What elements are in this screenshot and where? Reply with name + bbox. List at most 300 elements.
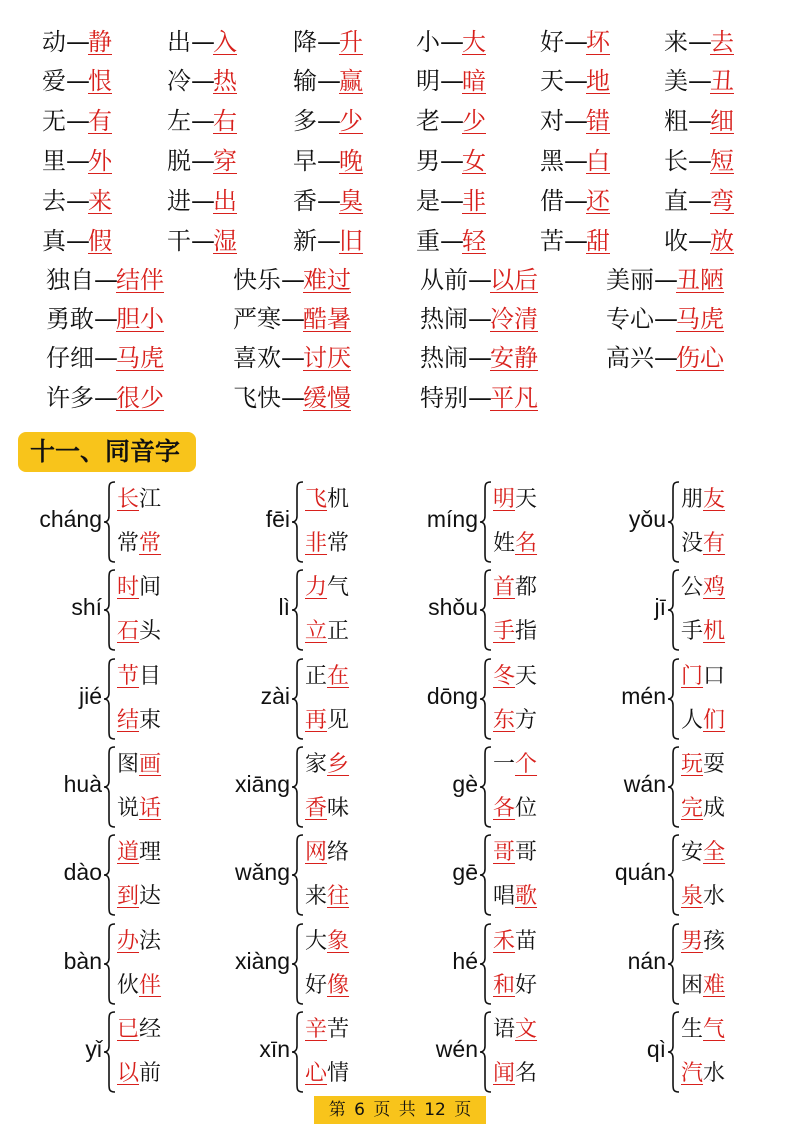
antonym-phrase-pair: [233, 340, 351, 376]
dash: —: [191, 187, 213, 215]
homophone-char: 唱: [493, 884, 516, 909]
antonym-word: 明: [416, 67, 440, 95]
pinyin-label: qì: [646, 1036, 666, 1062]
dash: —: [191, 107, 213, 135]
homophone-word-bottom: [305, 794, 349, 824]
homophone-group: [2, 480, 182, 564]
homophone-answer: 长: [117, 487, 140, 512]
homophone-answer: 气: [703, 1017, 726, 1042]
dash: —: [440, 227, 462, 255]
homophone-group: [2, 922, 182, 1006]
antonym-pair: [416, 63, 486, 99]
antonym-phrase-answer: 平凡: [490, 384, 538, 412]
pinyin-label: míng: [426, 506, 478, 532]
homophone-word-bottom: [681, 971, 725, 1001]
antonym-answer: 外: [88, 147, 112, 175]
homophone-word-bottom: [681, 706, 725, 736]
antonym-answer: 少: [462, 107, 486, 135]
homophone-char: 口: [703, 664, 726, 689]
dash: —: [317, 67, 339, 95]
antonym-answer: 湿: [213, 227, 237, 255]
antonym-answer: 女: [462, 147, 486, 175]
antonym-pair: [167, 223, 237, 259]
page-number-footer: 第 6 页 共 12 页: [314, 1096, 486, 1124]
homophone-group: [2, 833, 182, 917]
curly-brace-icon: [103, 745, 117, 829]
homophone-char: 指: [515, 619, 538, 644]
antonym-phrase-answer: 很少: [116, 384, 164, 412]
dash: —: [654, 344, 676, 372]
homophone-char: 耍: [703, 752, 726, 777]
antonym-phrase-word: 快乐: [233, 266, 281, 294]
homophone-word-top: [493, 1015, 537, 1045]
homophone-answer: 已: [117, 1017, 140, 1042]
curly-brace-icon: [103, 922, 117, 1006]
antonym-word: 早: [293, 147, 317, 175]
homophone-group: [566, 745, 746, 829]
curly-brace-icon: [103, 657, 117, 741]
antonym-pair: [293, 63, 363, 99]
homophone-word-bottom: [493, 1059, 537, 1089]
antonym-word: 男: [416, 147, 440, 175]
homophone-char: 法: [139, 929, 162, 954]
homophone-word-bottom: [305, 617, 349, 647]
homophone-char: 手: [681, 619, 704, 644]
antonym-phrase-pair: [46, 340, 164, 376]
homophone-char: 间: [139, 575, 162, 600]
curly-brace-icon: [479, 657, 493, 741]
antonym-phrase-pair: [606, 340, 724, 376]
homophone-char: 正: [305, 664, 328, 689]
antonym-pair: [167, 103, 237, 139]
antonym-pair: [167, 24, 237, 60]
homophone-word-top: [681, 485, 725, 515]
homophone-char: 水: [703, 884, 726, 909]
homophone-word-top: [493, 485, 537, 515]
homophone-group: [190, 1010, 370, 1094]
dash: —: [654, 266, 676, 294]
homophone-answer: 玩: [681, 752, 704, 777]
homophone-word-top: [305, 750, 349, 780]
homophone-word-bottom: [305, 529, 349, 559]
homophone-answer: 以: [117, 1061, 140, 1086]
dash: —: [66, 107, 88, 135]
antonym-answer: 恨: [88, 67, 112, 95]
dash: —: [440, 187, 462, 215]
homophone-answer: 冬: [493, 664, 516, 689]
pinyin-label: cháng: [39, 506, 102, 532]
homophone-word-bottom: [117, 971, 161, 1001]
antonym-answer: 穿: [213, 147, 237, 175]
homophone-word-top: [681, 838, 725, 868]
antonym-answer: 来: [88, 187, 112, 215]
dash: —: [281, 266, 303, 294]
antonym-phrase-answer: 丑陋: [676, 266, 724, 294]
homophone-word-top: [117, 838, 161, 868]
curly-brace-icon: [479, 480, 493, 564]
antonym-phrase-answer: 冷清: [490, 305, 538, 333]
homophone-answer: 完: [681, 796, 704, 821]
dash: —: [654, 305, 676, 333]
dash: —: [317, 107, 339, 135]
dash: —: [468, 384, 490, 412]
homophone-answer: 到: [117, 884, 140, 909]
dash: —: [564, 67, 586, 95]
homophone-answer: 时: [117, 575, 140, 600]
homophone-char: 苦: [327, 1017, 350, 1042]
antonym-word: 苦: [540, 227, 564, 255]
homophone-char: 常: [117, 531, 140, 556]
antonym-phrase-word: 独自: [46, 266, 94, 294]
dash: —: [564, 107, 586, 135]
homophone-answer: 和: [493, 973, 516, 998]
antonym-pair: [293, 24, 363, 60]
dash: —: [66, 187, 88, 215]
homophone-word-bottom: [117, 794, 161, 824]
homophone-char: 姓: [493, 531, 516, 556]
homophone-answer: 心: [305, 1061, 328, 1086]
homophone-answer: 网: [305, 840, 328, 865]
antonym-word: 无: [42, 107, 66, 135]
antonym-pair: [664, 63, 734, 99]
antonym-pair: [42, 103, 112, 139]
antonym-phrase-pair: [420, 380, 538, 416]
curly-brace-icon: [667, 568, 681, 652]
homophone-word-top: [305, 662, 349, 692]
antonym-word: 干: [167, 227, 191, 255]
homophone-word-bottom: [493, 617, 537, 647]
antonym-pair: [416, 223, 486, 259]
dash: —: [468, 305, 490, 333]
antonym-pair: [42, 183, 112, 219]
homophone-char: 前: [139, 1061, 162, 1086]
antonym-pair: [416, 103, 486, 139]
homophone-word-top: [681, 750, 725, 780]
antonym-phrase-pair: [420, 262, 538, 298]
dash: —: [564, 147, 586, 175]
antonym-phrase-answer: 以后: [490, 266, 538, 294]
homophone-char: 来: [305, 884, 328, 909]
homophone-answer: 男: [681, 929, 704, 954]
antonym-pair: [664, 103, 734, 139]
pinyin-label: wén: [435, 1036, 478, 1062]
antonym-answer: 错: [586, 107, 610, 135]
curly-brace-icon: [103, 833, 117, 917]
homophone-answer: 有: [703, 531, 726, 556]
antonym-phrase-word: 勇敢: [46, 305, 94, 333]
antonym-answer: 白: [586, 147, 610, 175]
antonym-word: 来: [664, 28, 688, 56]
homophone-answer: 文: [515, 1017, 538, 1042]
antonym-phrase-answer: 结伴: [116, 266, 164, 294]
curly-brace-icon: [291, 833, 305, 917]
curly-brace-icon: [667, 1010, 681, 1094]
antonym-phrase-pair: [606, 262, 724, 298]
homophone-group: [378, 657, 558, 741]
homophone-word-bottom: [681, 882, 725, 912]
homophone-answer: 常: [139, 531, 162, 556]
homophone-char: 家: [305, 752, 328, 777]
homophone-word-bottom: [493, 882, 537, 912]
homophone-word-bottom: [305, 1059, 349, 1089]
antonym-phrase-word: 热闹: [420, 305, 468, 333]
antonym-word: 降: [293, 28, 317, 56]
antonym-answer: 有: [88, 107, 112, 135]
pinyin-label: shǒu: [428, 594, 478, 620]
homophone-group: [566, 1010, 746, 1094]
dash: —: [688, 107, 710, 135]
antonym-answer: 甜: [586, 227, 610, 255]
homophone-word-top: [117, 750, 161, 780]
antonym-pair: [167, 63, 237, 99]
pinyin-label: quán: [614, 859, 666, 885]
homophone-group: [190, 657, 370, 741]
curly-brace-icon: [667, 480, 681, 564]
antonym-word: 重: [416, 227, 440, 255]
homophone-answer: 哥: [493, 840, 516, 865]
homophone-char: 大: [305, 929, 328, 954]
homophone-answer: 明: [493, 487, 516, 512]
antonym-word: 去: [42, 187, 66, 215]
homophone-char: 常: [327, 531, 350, 556]
antonym-pair: [416, 24, 486, 60]
homophone-group: [378, 745, 558, 829]
antonym-pair: [293, 103, 363, 139]
homophone-answer: 辛: [305, 1017, 328, 1042]
antonym-word: 小: [416, 28, 440, 56]
curly-brace-icon: [479, 833, 493, 917]
homophone-answer: 各: [493, 796, 516, 821]
antonym-phrase-word: 喜欢: [233, 344, 281, 372]
antonym-answer: 臭: [339, 187, 363, 215]
antonym-answer: 假: [88, 227, 112, 255]
homophone-word-bottom: [117, 882, 161, 912]
antonym-word: 老: [416, 107, 440, 135]
homophone-word-top: [305, 573, 349, 603]
antonym-pair: [416, 143, 486, 179]
homophone-answer: 手: [493, 619, 516, 644]
homophone-answer: 门: [681, 664, 704, 689]
antonym-phrase-answer: 马虎: [116, 344, 164, 372]
antonym-phrase-pair: [46, 262, 164, 298]
antonym-pair: [293, 223, 363, 259]
antonym-pair: [416, 183, 486, 219]
antonym-answer: 去: [710, 28, 734, 56]
pinyin-label: mén: [621, 683, 666, 709]
antonym-answer: 赢: [339, 67, 363, 95]
homophone-char: 成: [703, 796, 726, 821]
homophone-word-bottom: [305, 882, 349, 912]
homophone-group: [190, 568, 370, 652]
antonym-answer: 丑: [710, 67, 734, 95]
antonym-phrase-answer: 酷暑: [303, 305, 351, 333]
antonym-answer: 旧: [339, 227, 363, 255]
homophone-word-top: [493, 838, 537, 868]
dash: —: [66, 28, 88, 56]
pinyin-label: huà: [63, 771, 102, 797]
dash: —: [688, 227, 710, 255]
dash: —: [281, 305, 303, 333]
pinyin-label: gè: [452, 771, 478, 797]
antonym-pair: [540, 183, 610, 219]
homophone-group: [378, 568, 558, 652]
homophone-word-top: [117, 573, 161, 603]
homophone-word-top: [305, 485, 349, 515]
antonym-word: 美: [664, 67, 688, 95]
pinyin-label: lì: [278, 594, 290, 620]
homophone-answer: 伴: [139, 973, 162, 998]
homophone-char: 情: [327, 1061, 350, 1086]
homophone-answer: 再: [305, 708, 328, 733]
antonym-pair: [664, 24, 734, 60]
antonym-phrase-pair: [420, 340, 538, 376]
pinyin-label: xīn: [259, 1036, 290, 1062]
homophone-char: 哥: [515, 840, 538, 865]
antonym-phrase-pair: [46, 301, 164, 337]
antonym-phrase-answer: 讨厌: [303, 344, 351, 372]
homophone-char: 安: [681, 840, 704, 865]
homophone-answer: 道: [117, 840, 140, 865]
curly-brace-icon: [667, 922, 681, 1006]
curly-brace-icon: [103, 1010, 117, 1094]
dash: —: [191, 227, 213, 255]
homophone-answer: 禾: [493, 929, 516, 954]
antonym-answer: 弯: [710, 187, 734, 215]
homophone-char: 气: [327, 575, 350, 600]
antonym-phrase-word: 特别: [420, 384, 468, 412]
antonym-answer: 放: [710, 227, 734, 255]
dash: —: [94, 266, 116, 294]
homophone-word-top: [305, 1015, 349, 1045]
antonym-word: 爱: [42, 67, 66, 95]
homophone-word-top: [493, 662, 537, 692]
dash: —: [281, 344, 303, 372]
antonym-pair: [293, 183, 363, 219]
homophone-word-top: [493, 573, 537, 603]
homophone-answer: 往: [327, 884, 350, 909]
homophone-answer: 机: [703, 619, 726, 644]
antonym-pair: [664, 223, 734, 259]
homophone-word-bottom: [117, 529, 161, 559]
homophone-char: 说: [117, 796, 140, 821]
pinyin-label: dào: [63, 859, 102, 885]
homophone-group: [566, 833, 746, 917]
pinyin-label: dōng: [426, 683, 478, 709]
homophone-word-top: [493, 927, 537, 957]
curly-brace-icon: [291, 745, 305, 829]
dash: —: [440, 107, 462, 135]
homophone-char: 好: [515, 973, 538, 998]
antonym-phrase-word: 高兴: [606, 344, 654, 372]
homophone-word-bottom: [681, 617, 725, 647]
homophone-char: 正: [327, 619, 350, 644]
homophone-answer: 办: [117, 929, 140, 954]
antonym-answer: 坏: [586, 28, 610, 56]
curly-brace-icon: [667, 657, 681, 741]
homophone-char: 都: [515, 575, 538, 600]
homophone-answer: 个: [515, 752, 538, 777]
homophone-word-top: [681, 573, 725, 603]
homophone-char: 天: [515, 487, 538, 512]
homophone-word-bottom: [305, 706, 349, 736]
homophone-answer: 节: [117, 664, 140, 689]
curly-brace-icon: [479, 922, 493, 1006]
antonym-word: 黑: [540, 147, 564, 175]
homophone-group: [378, 833, 558, 917]
antonym-pair: [167, 143, 237, 179]
antonym-pair: [540, 24, 610, 60]
homophone-char: 理: [139, 840, 162, 865]
homophone-char: 生: [681, 1017, 704, 1042]
dash: —: [440, 28, 462, 56]
pinyin-label: shí: [71, 594, 102, 620]
curly-brace-icon: [291, 657, 305, 741]
antonym-answer: 晚: [339, 147, 363, 175]
homophone-char: 没: [681, 531, 704, 556]
section-title: 十一、同音字: [18, 432, 196, 472]
pinyin-label: gē: [452, 859, 478, 885]
homophone-word-bottom: [681, 1059, 725, 1089]
homophone-char: 朋: [681, 487, 704, 512]
dash: —: [688, 187, 710, 215]
homophone-group: [190, 922, 370, 1006]
dash: —: [94, 344, 116, 372]
homophone-group: [566, 480, 746, 564]
antonym-phrase-word: 飞快: [233, 384, 281, 412]
homophone-answer: 在: [327, 664, 350, 689]
antonym-word: 进: [167, 187, 191, 215]
homophone-group: [190, 833, 370, 917]
homophone-group: [378, 1010, 558, 1094]
homophone-char: 一: [493, 752, 516, 777]
antonym-word: 长: [664, 147, 688, 175]
dash: —: [191, 28, 213, 56]
homophone-char: 头: [139, 619, 162, 644]
homophone-word-bottom: [305, 971, 349, 1001]
curly-brace-icon: [479, 568, 493, 652]
antonym-answer: 入: [213, 28, 237, 56]
curly-brace-icon: [479, 745, 493, 829]
homophone-char: 孩: [703, 929, 726, 954]
homophone-answer: 非: [305, 531, 328, 556]
homophone-word-bottom: [681, 529, 725, 559]
dash: —: [468, 344, 490, 372]
homophone-answer: 东: [493, 708, 516, 733]
antonym-answer: 热: [213, 67, 237, 95]
antonym-pair: [42, 223, 112, 259]
dash: —: [564, 187, 586, 215]
homophone-word-top: [681, 927, 725, 957]
homophone-answer: 香: [305, 796, 328, 821]
homophone-answer: 汽: [681, 1061, 704, 1086]
antonym-word: 直: [664, 187, 688, 215]
homophone-group: [566, 922, 746, 1006]
homophone-answer: 友: [703, 487, 726, 512]
homophone-char: 机: [327, 487, 350, 512]
homophone-answer: 闻: [493, 1061, 516, 1086]
antonym-word: 输: [293, 67, 317, 95]
curly-brace-icon: [291, 568, 305, 652]
antonym-phrase-answer: 马虎: [676, 305, 724, 333]
pinyin-label: yǐ: [85, 1036, 102, 1062]
pinyin-label: xiàng: [235, 948, 290, 974]
pinyin-label: yǒu: [628, 506, 666, 532]
antonym-word: 对: [540, 107, 564, 135]
antonym-pair: [42, 24, 112, 60]
homophone-char: 达: [139, 884, 162, 909]
antonym-answer: 非: [462, 187, 486, 215]
antonym-pair: [42, 143, 112, 179]
